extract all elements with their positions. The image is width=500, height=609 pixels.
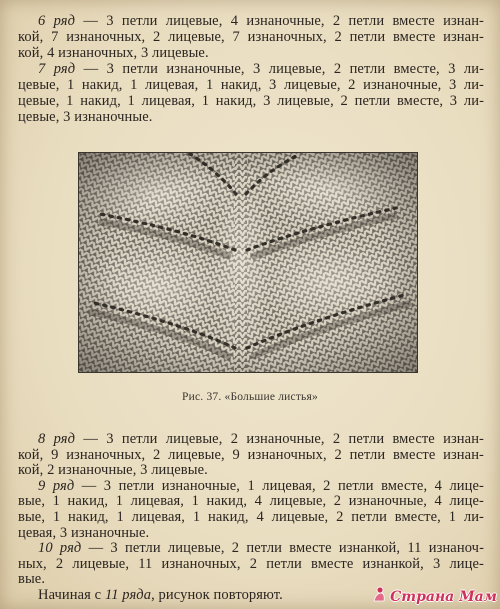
row-9-line-2: вые, 1 накид, 1 лицевая, 1 накид, 4 лицевые, 2 изнаночные, 4 лице- [18, 494, 484, 510]
row-9-line-4: цевая, 3 изнаночные. [18, 525, 150, 541]
row-text: — 3 петли изнаночные, 1 лицевая, 2 петли вместе, 4 лице- [81, 478, 484, 494]
figure-caption: Рис. 37. «Большие листья» [182, 391, 318, 403]
row-text: — 3 петли изнаночные, 3 лицевые, 2 петли вместе, 3 ли- [83, 61, 484, 77]
row-text: — 3 петли лицевые, 2 петли вместе изнанкой, 11 изнаноч- [88, 541, 484, 557]
knitted-fabric-photo [78, 152, 418, 373]
row-7-line-3: цевые, 1 накид, 1 лицевая, 1 накид, 3 лицевые, 2 петли вместе, 3 ли- [18, 93, 484, 109]
row-6-line-2: кой, 7 изнаночных, 2 лицевые, 7 изнаночных, 2 петли вместе изнан- [18, 29, 484, 45]
row-10-line-1 [18, 541, 484, 557]
row-7-line-4: цевые, 3 изнаночные. [18, 109, 153, 125]
row-6-line-3: кой, 4 изнаночных, 3 лицевые. [18, 45, 209, 61]
row-10-line-2: ных, 2 лицевые, 11 изнаночных, 2 петли вместе изнанкой, 3 лице- [18, 556, 484, 572]
row-label: 7 ряд [38, 61, 76, 77]
row-label: 10 ряд [38, 541, 82, 557]
row-7-line-1 [18, 61, 484, 77]
row-8-line-2: кой, 9 изнаночных, 2 лицевые, 9 изнаночных, 2 петли вместе изнан- [18, 447, 484, 463]
watermark [370, 585, 497, 608]
figure [78, 152, 418, 373]
row-label: 9 ряд [38, 478, 75, 494]
row-6-line-1 [18, 13, 484, 29]
watermark-text: Страна Мам [390, 588, 497, 605]
row-label: 8 ряд [38, 432, 76, 447]
row-9-line-1 [18, 479, 484, 495]
row-10-line-3: вые. [18, 572, 46, 588]
row-9-line-3: вые, 1 накид, 1 лицевая, 1 накид, 4 лицевые, 2 петли вместе, 1 ли- [18, 509, 484, 525]
row-8-line-1 [18, 432, 484, 448]
row-text: — 3 петли лицевые, 4 изнаночные, 2 петли вместе изнан- [83, 13, 484, 29]
closing-after: , рисунок повторяют. [151, 587, 283, 603]
row-8-line-3: кой, 2 изнаночные, 3 лицевые. [18, 463, 208, 479]
closing-before: Начиная с [38, 587, 102, 603]
instructions-top [18, 13, 484, 125]
row-text: — 3 петли лицевые, 2 изнаночные, 2 петли вместе изнан- [83, 432, 484, 447]
row-7-line-2: цевые, 1 накид, 1 лицевая, 1 накид, 3 лицевые, 2 изнаночные, 3 ли- [18, 77, 484, 93]
row-label: 6 ряд [38, 13, 76, 29]
logo-icon [370, 585, 388, 608]
instructions-bottom [18, 432, 484, 604]
closing-emphasis: 11 ряда [104, 587, 152, 603]
